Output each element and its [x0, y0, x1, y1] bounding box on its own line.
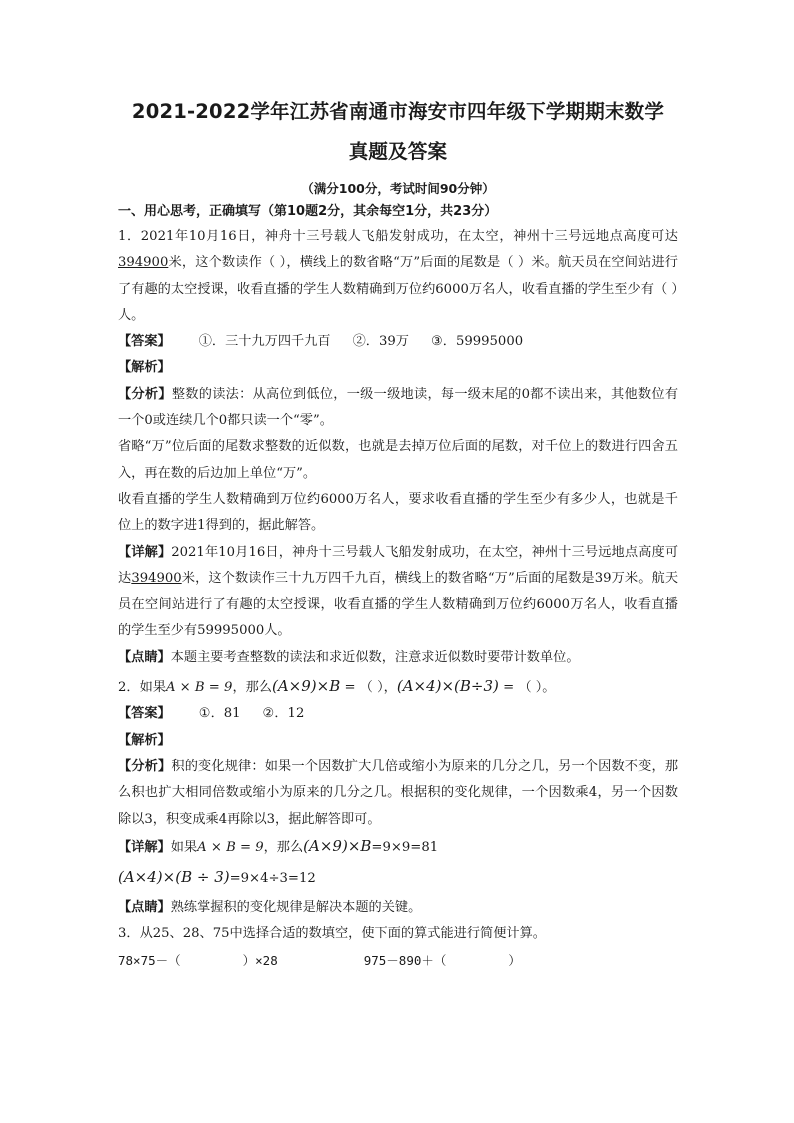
q1-text-b: 米，这个数读作（ ），横线上的数省略“万”后面的尾数是（ ）米。航天员在空间站进行了有趣的太空授课，收看直播的学生人数精确到万位约6000万名人，收看直播的学生至少有（ ）人。 [118, 255, 678, 323]
q1-fenxi-3: 收看直播的学生人数精确到万位约6000万名人，要求收看直播的学生至少有多少人，也就是千位上的数字进1得到的，据此解答。 [118, 491, 678, 534]
subtitle: （满分100分，考试时间90分钟） [301, 181, 495, 196]
section-heading: 一、用心思考，正确填写（第10题2分，其余每空1分，共23分） [118, 204, 498, 219]
document-page [118, 92, 678, 975]
q2-fenxi-text: 积的变化规律：如果一个因数扩大几倍或缩小为原来的几分之几，另一个因数不变，那么积也扩大相同倍数或缩小为原来的几分之几。根据积的变化规律，一个因数乘4，另一个因数除以3，积变成乘4再除以3，据此解答即可。 [118, 758, 679, 827]
q2-xiangjie-a: 如果 [170, 839, 198, 855]
q2-answer-2: ②．12 [262, 706, 305, 722]
answer-tag: 【答案】 [118, 706, 171, 722]
xiangjie-tag: 【详解】 [118, 544, 172, 560]
q1-number: 394900 [118, 255, 169, 271]
xiangjie-tag: 【详解】 [118, 839, 171, 855]
q2-expression-1: (A×9)×B [272, 677, 341, 696]
q2-dianjing-text: 熟练掌握积的变化规律是解决本题的关键。 [170, 900, 422, 916]
q2-blank-1: = （ ）， [340, 680, 397, 696]
q1-text-a: 1．2021年10月16日，神舟十三号载人飞船发射成功，在太空，神州十三号远地点高度可达 [118, 229, 678, 244]
q1-dianjing-text: 本题主要考查整数的读法和求近似数，注意求近似数时要带计数单位。 [170, 649, 580, 665]
q1-dianjing [118, 645, 678, 671]
q2-condition: A × B = 9 [165, 680, 233, 696]
q1-xiangjie-number: 394900 [131, 570, 182, 586]
question-1 [118, 224, 678, 329]
q1-xiangjie-a: 2021年10月16日，神舟十三号载人飞船发射成功，在太空，神州十三号远地点高度可达 [118, 544, 679, 586]
q2-prefix: 2．如果 [118, 680, 166, 696]
q1-answer-2: ②．39万 [352, 334, 409, 350]
q2-xiangjie-expression: (A×9)×B [303, 836, 372, 855]
title-line-2: 真题及答案 [348, 140, 448, 163]
dianjing-tag: 【点睛】 [118, 649, 171, 665]
q1-xiangjie [118, 540, 678, 645]
q2-answer [118, 701, 678, 727]
q1-answer-1: ①．三十九万四千九百 [198, 334, 331, 350]
answer-tag: 【答案】 [118, 334, 171, 350]
q2-jiexi: 【解析】 [118, 732, 171, 748]
q2-fenxi [118, 754, 678, 833]
q2-expression-2: (A×4)×(B÷3) [396, 677, 499, 696]
q2-xiangjie-line-2 [118, 861, 678, 895]
q3-expression-2-end: ） [508, 952, 521, 968]
q1-fenxi-1-text: 整数的读法：从高位到低位，一级一级地读，每一级末尾的0都不读出来，其他数位有一个0或连续几个0都只读一个“零”。 [118, 386, 679, 429]
q1-jiexi: 【解析】 [118, 360, 171, 376]
q2-answer-1: ①．81 [198, 706, 241, 722]
q2-xiangjie-condition: A × B = 9 [197, 839, 264, 855]
q3-expression-1-start: 78×75－（ [118, 952, 181, 968]
q2-dianjing [118, 895, 678, 921]
fenxi-tag: 【分析】 [118, 386, 172, 402]
q3-expression-2-start: 975－890＋（ [363, 952, 447, 968]
q3-expressions [118, 948, 678, 975]
q2-line2-expression: (A×4)×(B ÷ 3) [118, 868, 230, 887]
q1-xiangjie-b: 米，这个数读作三十九万四千九百，横线上的数省略“万”后面的尾数是39万米。航天员在空间站进行了有趣的太空授课，收看直播的学生人数精确到万位约6000万名人，收看直播的学生至少有59995000人。 [118, 570, 679, 639]
q2-blank-2: = （ ）。 [498, 680, 556, 696]
q1-fenxi-1 [118, 382, 678, 435]
q2-xiangjie [118, 833, 678, 861]
q1-fenxi-2: 省略“万”位后面的尾数求整数的近似数，也就是去掉万位后面的尾数，对千位上的数进行四舍五入，再在数的后边加上单位“万”。 [118, 439, 678, 481]
question-2 [118, 673, 678, 701]
q2-mid: ，那么 [232, 680, 272, 696]
dianjing-tag: 【点睛】 [118, 900, 171, 916]
fenxi-tag: 【分析】 [118, 758, 172, 774]
q2-xiangjie-mid: ，那么 [263, 839, 304, 855]
q1-answer-3: ③．59995000 [430, 334, 524, 350]
q2-line2-result: =9×4÷3=12 [229, 871, 316, 887]
q3-expression-1-end: ）×28 [242, 952, 278, 968]
question-3: 3．从25、28、75中选择合适的数填空，使下面的算式能进行简便计算。 [118, 926, 546, 942]
title-line-1: 2021-2022学年江苏省南通市海安市四年级下学期期末数学 [131, 100, 665, 123]
q1-answer [118, 329, 678, 355]
q2-xiangjie-result: =9×9=81 [371, 839, 439, 855]
